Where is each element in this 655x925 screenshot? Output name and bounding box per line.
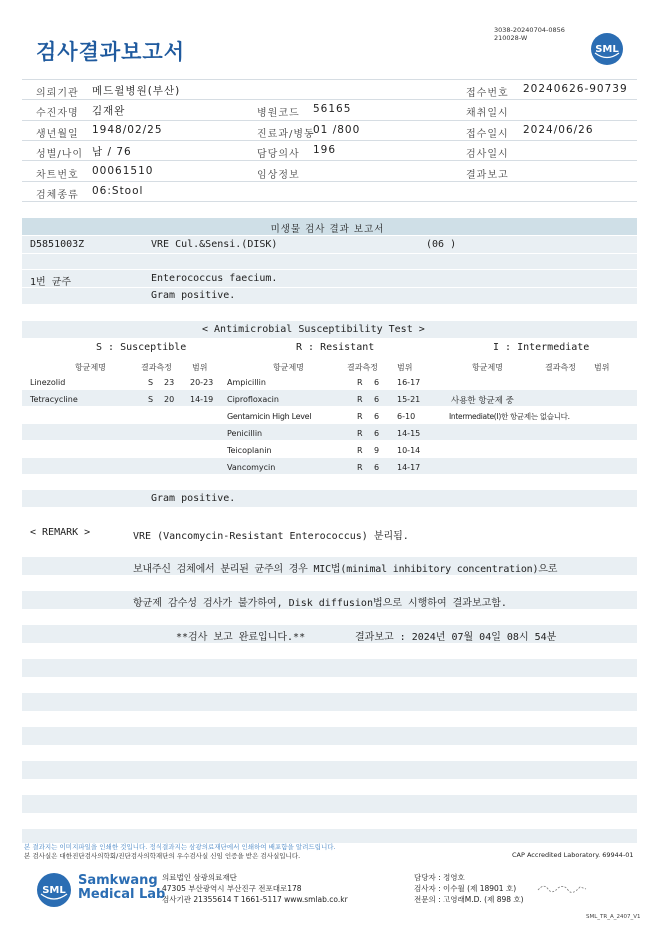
drug-sir: R — [357, 378, 363, 387]
staff-label: 담당자 : — [414, 873, 441, 882]
drug-name: Tetracycline — [30, 395, 78, 404]
organism-name: Enterococcus faecium. — [151, 273, 278, 284]
specimen-label: 검체종류 — [36, 190, 79, 201]
report-complete: **검사 보고 완료입니다.** — [176, 632, 306, 643]
institution-label: 의뢰기관 — [36, 88, 79, 99]
result-time: 결과보고 : 2024년 07월 04일 08시 54분 — [355, 632, 557, 643]
drug-value: 9 — [374, 446, 380, 455]
test-name: VRE Cul.&Sensi.(DISK) — [151, 239, 278, 250]
test-number: (06 ) — [426, 239, 457, 250]
drug-sir: R — [357, 395, 363, 404]
drug-range: 14-17 — [397, 463, 421, 472]
drug-range: 14-15 — [397, 429, 421, 438]
dept-label: 진료과/병동 — [257, 129, 315, 140]
ast-title: < Antimicrobial Susceptibility Test > — [202, 324, 425, 335]
legend-intermediate: I : Intermediate — [493, 342, 590, 353]
birth-label: 생년월일 — [36, 129, 79, 140]
org-contact: 검사기관 21355614 T 1661-5117 www.smlab.co.kr — [162, 895, 348, 904]
legend-susceptible: S : Susceptible — [96, 342, 187, 353]
note-no-intermediate: Intermediate(I)한 항균제는 없습니다. — [449, 412, 570, 421]
institution-value: 메드윌병원(부산) — [92, 85, 181, 97]
tester-label: 검사자 : — [414, 884, 441, 893]
legend-resistant: R : Resistant — [296, 342, 375, 353]
birth-value: 1948/02/25 — [92, 124, 163, 136]
org-address: 47305 부산광역시 부산진구 전포대로178 — [162, 884, 302, 893]
hospital-code-value: 56165 — [313, 103, 352, 115]
col-drug-2: 항균제명 — [273, 363, 304, 372]
col-drug-3: 항균제명 — [472, 363, 503, 372]
drug-name: Penicillin — [227, 429, 263, 438]
note-used-drugs: 사용한 항균제 중 — [451, 396, 514, 406]
signature-icon — [536, 881, 588, 895]
drug-name: Linezolid — [30, 378, 66, 387]
col-drug-1: 항균제명 — [75, 363, 106, 372]
drug-range: 16-17 — [397, 378, 421, 387]
test-date-label: 검사일시 — [466, 149, 509, 160]
staff-value: 정영호 — [443, 873, 465, 882]
organism-label: 1번 균주 — [30, 277, 72, 288]
chart-label: 차트번호 — [36, 170, 79, 181]
col-range-3: 범위 — [594, 363, 610, 372]
cap-accreditation: CAP Accredited Laboratory. 69944-01 — [512, 851, 634, 859]
drug-name: Gentamicin High Level — [227, 412, 312, 421]
drug-sir: R — [357, 412, 363, 421]
logo-text: SML — [42, 885, 66, 896]
chart-value: 00061510 — [92, 165, 154, 177]
drug-value: 6 — [374, 395, 380, 404]
drug-value: 6 — [374, 412, 380, 421]
dept-value: 01 /800 — [313, 124, 361, 136]
gram-stain-2: Gram positive. — [151, 493, 236, 504]
remark-label: < REMARK > — [30, 527, 91, 538]
col-range-2: 범위 — [397, 363, 413, 372]
brand-line-2: Medical Lab — [78, 887, 166, 902]
remark-line-2: 보내주신 검체에서 분리된 균주의 경우 MIC법(minimal inhibitory concentration)으로 — [133, 564, 558, 575]
receipt-no-label: 접수번호 — [466, 88, 509, 99]
doc-code-line-2: 210028-W — [494, 34, 528, 42]
report-title: 검사결과보고서 — [36, 40, 186, 64]
receipt-no-value: 20240626-90739 — [523, 83, 628, 95]
drug-range: 6-10 — [397, 412, 416, 421]
footer-notice-2: 본 검사실은 대한진단검사의학회/진단검사의학재단의 우수검사실 신임 인증을 받은 검사실입니다. — [24, 852, 301, 860]
brand-name — [78, 874, 165, 902]
drug-value: 20 — [164, 395, 175, 404]
drug-sir: S — [148, 378, 154, 387]
patient-value: 김재완 — [92, 105, 126, 117]
sex-age-label: 성별/나이 — [36, 149, 84, 160]
org-name: 의료법인 삼광의료재단 — [162, 873, 237, 882]
receipt-date-value: 2024/06/26 — [523, 124, 594, 136]
col-result-3: 결과측정 — [545, 363, 576, 372]
doctor-value: 196 — [313, 144, 337, 156]
drug-value: 6 — [374, 463, 380, 472]
drug-value: 6 — [374, 378, 380, 387]
section-title: 미생물 검사 결과 보고서 — [270, 224, 385, 235]
clinical-label: 임상정보 — [257, 170, 300, 181]
specialist-value: 고영래M.D. (제 898 호) — [443, 895, 524, 904]
drug-name: Vancomycin — [227, 463, 276, 472]
drug-value: 23 — [164, 378, 175, 387]
sex-age-value: 남 / 76 — [92, 146, 132, 158]
drug-name: Ciprofloxacin — [227, 395, 279, 404]
brand-line-1: Samkwang — [78, 873, 158, 888]
specimen-value: 06:Stool — [92, 185, 144, 197]
collection-date-label: 채취일시 — [466, 108, 509, 119]
form-code: SML_TR_A_2407_V1 — [586, 914, 641, 920]
sml-footer-logo-icon — [36, 872, 72, 908]
drug-sir: R — [357, 463, 363, 472]
patient-label: 수진자명 — [36, 108, 79, 119]
doc-code-line-1: 3038-20240704-0856 — [494, 26, 565, 34]
org-info — [162, 872, 348, 905]
result-report-label: 결과보고 — [466, 170, 509, 181]
drug-sir: R — [357, 429, 363, 438]
tester-value: 이수월 (제 18901 호) — [443, 884, 517, 893]
drug-sir: S — [148, 395, 154, 404]
receipt-date-label: 접수일시 — [466, 129, 509, 140]
drug-value: 6 — [374, 429, 380, 438]
footer-notice-1: 본 결과지는 이미지파일을 인쇄한 것입니다. 정식결과지는 삼광의료재단에서 인쇄하여 배포함을 알려드립니다. — [24, 843, 336, 851]
drug-name: Ampicillin — [227, 378, 266, 387]
drug-range: 10-14 — [397, 446, 421, 455]
staff-info — [414, 872, 524, 905]
drug-range: 15-21 — [397, 395, 421, 404]
test-code: D5851003Z — [30, 239, 85, 250]
drug-sir: R — [357, 446, 363, 455]
col-result-1: 결과측정 — [141, 363, 172, 372]
drug-name: Teicoplanin — [227, 446, 272, 455]
drug-range: 20-23 — [190, 378, 214, 387]
drug-range: 14-19 — [190, 395, 214, 404]
remark-line-1: VRE (Vancomycin-Resistant Enterococcus) 분리됨. — [133, 531, 409, 542]
doctor-label: 담당의사 — [257, 149, 300, 160]
hospital-code-label: 병원코드 — [257, 108, 300, 119]
sml-logo-icon — [590, 32, 624, 66]
col-result-2: 결과측정 — [347, 363, 378, 372]
logo-text: SML — [595, 44, 619, 55]
col-range-1: 범위 — [192, 363, 208, 372]
remark-line-3: 항균제 감수성 검사가 불가하여, Disk diffusion법으로 시행하여 결과보고함. — [133, 598, 507, 609]
gram-stain: Gram positive. — [151, 290, 236, 301]
specialist-label: 전문의 : — [414, 895, 441, 904]
doc-code — [494, 26, 565, 42]
